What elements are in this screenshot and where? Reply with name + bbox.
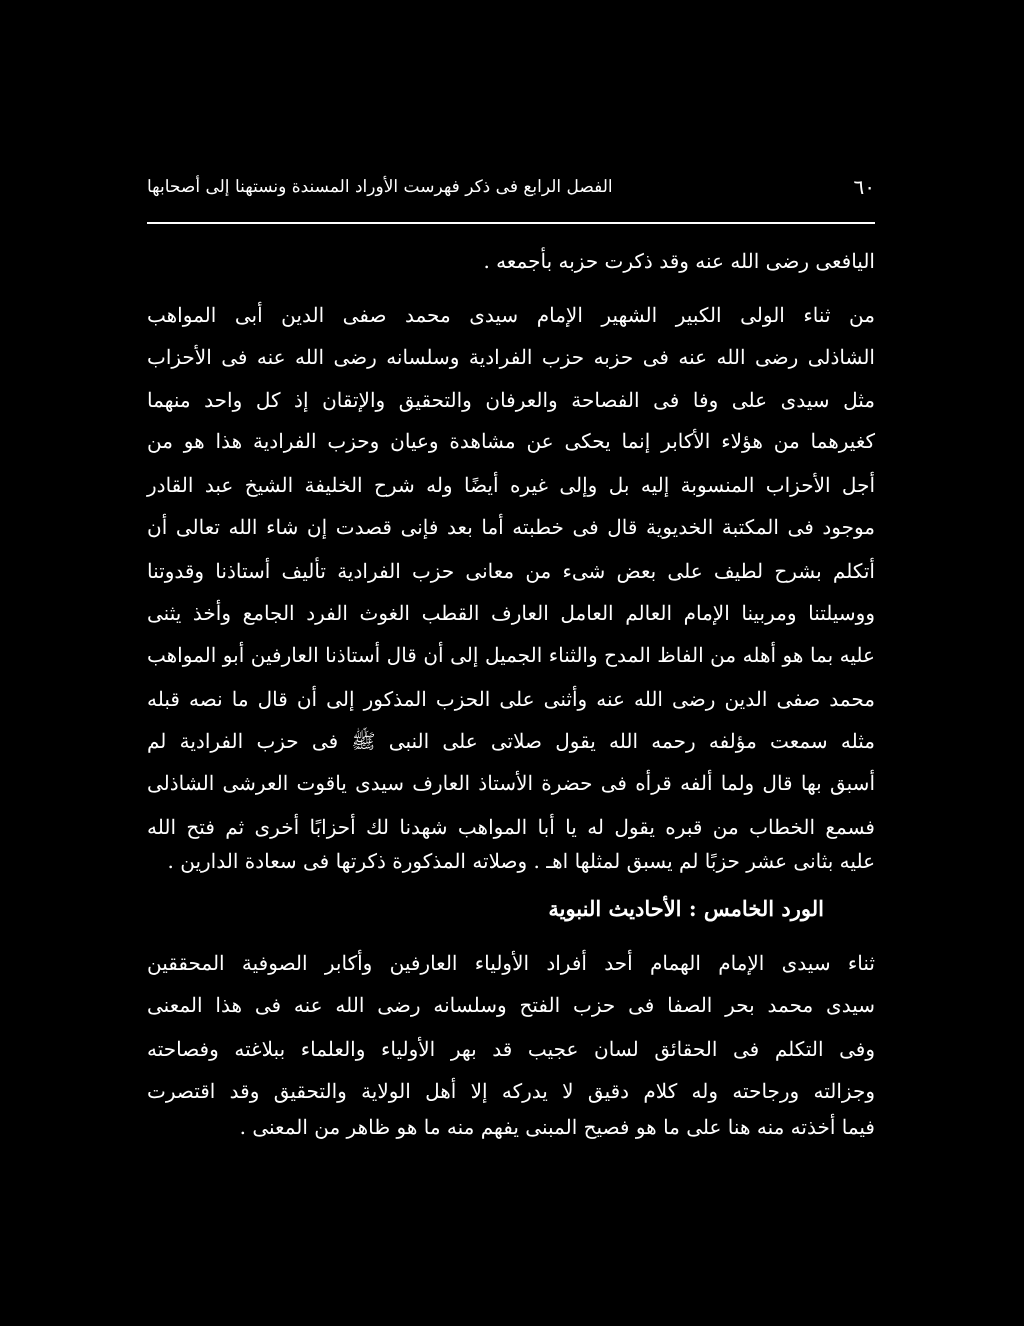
section-line-4: وجزالته ورجاحته وله كلام دقيق لا يدركه إلا أهل الولاية والتحقيق وقد اقتصرت [147, 1079, 875, 1103]
body-line-9: ووسيلتنا ومربينا الإمام العالم العامل العارف القطب الغوث الفرد الجامع وأخذ يثنى [147, 601, 875, 625]
body-line-6: أجل الأحزاب المنسوبة إليه بل وإلى غيره أيضًا وله شرح الخليفة الشيخ عبد القادر [147, 473, 875, 497]
body-line-5: كغيرهما من هؤلاء الأكابر إنما يحكى عن مشاهدة وعيان وحزب الفرادية هذا هو من [147, 429, 875, 453]
header-rule [147, 222, 875, 224]
section-line-3: وفى التكلم فى الحقائق لسان عجيب قد بهر الأولياء والعلماء ببلاغته وفصاحته [147, 1037, 875, 1061]
body-line-14: فسمع الخطاب من قبره يقول له يا أبا المواهب شهدنا لك أحزابًا أخرى ثم فتح الله [147, 815, 875, 839]
body-line-1: اليافعى رضى الله عنه وقد ذكرت حزبه بأجمعه . [483, 249, 875, 273]
running-title: الفصل الرابع فى ذكر فهرست الأوراد المسندة ونستهنا إلى أصحابها [147, 177, 613, 197]
body-line-10: عليه بما هو أهله من الفاظ المدح والثناء الجميل إلى أن قال أستاذنا العارفين أبو المواهب [147, 643, 875, 667]
body-line-11: محمد صفى الدين رضى الله عنه وأثنى على الحزب المذكور إلى أن قال ما نصه قبله [147, 687, 875, 711]
section-line-1: ثناء سيدى الإمام الهمام أحد أفراد الأولياء العارفين وأكابر الصوفية المحققين [147, 951, 875, 975]
body-line-2: من ثناء الولى الكبير الشهير الإمام سيدى محمد صفى الدين أبى المواهب [147, 303, 875, 327]
body-line-7: موجود فى المكتبة الخديوية قال فى خطبته أما بعد فإنى قصدت إن شاء الله تعالى أن [147, 515, 875, 539]
body-line-4: مثل سيدى على وفا فى الفصاحة والعرفان والتحقيق والإتقان إذ كل واحد منهما [147, 388, 875, 412]
section-line-5: فيما أخذته منه هنا على ما هو فصيح المبنى يفهم منه ما هو ظاهر من المعنى . [239, 1115, 875, 1139]
body-line-15: عليه بثانى عشر حزبًا لم يسبق لمثلها اهـ . وصلاته المذكورة ذكرتها فى سعادة الدارين . [167, 849, 875, 873]
body-line-13: أسبق بها قال ولما ألفه قرأه فى حضرة الأستاذ العارف سيدى ياقوت العرشى الشاذلى [147, 771, 875, 795]
page-number: ٦٠ [853, 175, 875, 199]
section-line-2: سيدى محمد بحر الصفا فى حزب الفتح وسلسانه رضى الله عنه فى هذا المعنى [147, 993, 875, 1017]
body-line-12: مثله سمعت مؤلفه رحمه الله يقول صلاتى على النبى ﷺ فى حزب الفرادية لم [147, 729, 876, 753]
page-header [147, 171, 875, 203]
body-line-3: الشاذلى رضى الله عنه فى حزبه حزب الفرادية وسلسانه رضى الله عنه فى الأحزاب [147, 345, 875, 369]
section-heading: الورد الخامس : الأحاديث النبوية [548, 896, 824, 921]
body-line-8: أتكلم بشرح لطيف على بعض شىء من معانى حزب الفرادية تأليف أستاذنا وقدوتنا [147, 559, 875, 583]
